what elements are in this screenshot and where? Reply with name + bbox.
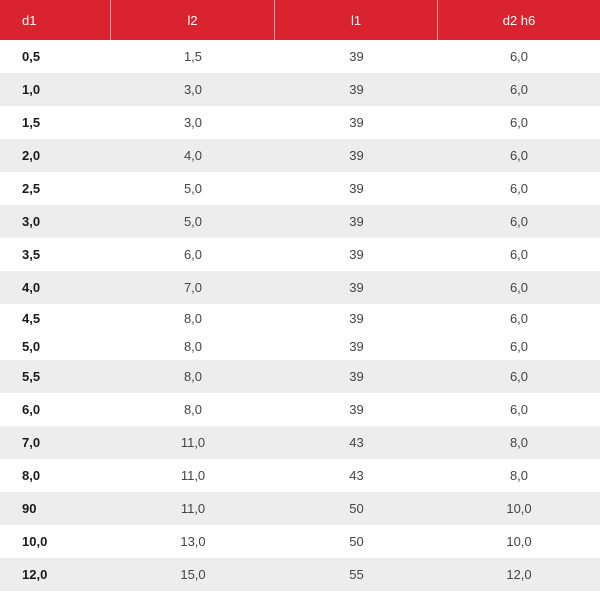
cell-l2: 6,0 bbox=[183, 247, 203, 262]
cell-d1: 1,0 bbox=[22, 82, 41, 97]
cell-l1: 39 bbox=[349, 402, 364, 417]
cell-d1: 6,0 bbox=[22, 402, 41, 417]
cell-d2-h6: 8,0 bbox=[509, 435, 529, 450]
cell-l1: 39 bbox=[349, 214, 364, 229]
cell-l2: 4,0 bbox=[183, 148, 203, 163]
cell-d2-h6: 10,0 bbox=[506, 501, 532, 516]
cell-l1: 50 bbox=[349, 534, 364, 549]
cell-l2: 5,0 bbox=[183, 181, 203, 196]
cell-d2-h6: 6,0 bbox=[509, 369, 529, 384]
header-d2-h6: d2 h6 bbox=[502, 12, 536, 28]
cell-l2: 8,0 bbox=[183, 310, 203, 326]
table-header bbox=[0, 0, 600, 40]
cell-d2-h6: 6,0 bbox=[509, 82, 529, 97]
table-row bbox=[0, 40, 600, 73]
cell-l1: 39 bbox=[349, 82, 364, 97]
cell-d1: 0,5 bbox=[22, 49, 41, 64]
cell-l1: 39 bbox=[349, 115, 364, 130]
cell-d1: 3,0 bbox=[22, 214, 41, 229]
cell-d1: 8,0 bbox=[22, 468, 41, 483]
cell-l1: 39 bbox=[349, 49, 364, 64]
cell-d2-h6: 6,0 bbox=[509, 148, 529, 163]
cell-d2-h6: 6,0 bbox=[509, 402, 529, 417]
cell-d1: 2,0 bbox=[22, 148, 41, 163]
table-row bbox=[0, 492, 600, 525]
cell-d1: 12,0 bbox=[22, 567, 48, 582]
cell-l2: 11,0 bbox=[180, 468, 206, 483]
cell-l2: 7,0 bbox=[183, 280, 203, 295]
cell-d2-h6: 6,0 bbox=[509, 49, 529, 64]
cell-d2-h6: 6,0 bbox=[509, 338, 529, 354]
cell-l1: 55 bbox=[349, 567, 364, 582]
cell-d2-h6: 6,0 bbox=[509, 247, 529, 262]
cell-d1: 3,5 bbox=[22, 247, 41, 262]
table-row bbox=[0, 73, 600, 106]
cell-d1: 1,5 bbox=[22, 115, 41, 130]
cell-l1: 43 bbox=[349, 435, 364, 450]
cell-l2: 8,0 bbox=[183, 402, 203, 417]
table-row bbox=[0, 332, 600, 360]
cell-l1: 39 bbox=[349, 148, 364, 163]
cell-d1: 5,5 bbox=[22, 369, 41, 384]
table-row bbox=[0, 360, 600, 393]
cell-l1: 39 bbox=[349, 338, 364, 354]
header-l1: l1 bbox=[275, 0, 438, 40]
table-row bbox=[0, 139, 600, 172]
cell-l1: 39 bbox=[349, 310, 364, 326]
table-row bbox=[0, 271, 600, 304]
table-row bbox=[0, 459, 600, 492]
table-row bbox=[0, 426, 600, 459]
header-l2: l2 bbox=[111, 0, 275, 40]
table-body bbox=[0, 40, 600, 591]
cell-l2: 11,0 bbox=[180, 501, 206, 516]
table-row bbox=[0, 106, 600, 139]
cell-d2-h6: 12,0 bbox=[506, 567, 532, 582]
cell-l2: 8,0 bbox=[183, 369, 203, 384]
table-row bbox=[0, 558, 600, 591]
cell-l1: 39 bbox=[349, 247, 364, 262]
cell-d2-h6: 6,0 bbox=[509, 280, 529, 295]
cell-d1: 90 bbox=[22, 501, 37, 516]
cell-d1: 10,0 bbox=[22, 534, 48, 549]
table-row bbox=[0, 393, 600, 426]
cell-l2: 8,0 bbox=[183, 338, 203, 354]
cell-l2: 3,0 bbox=[183, 82, 203, 97]
table-row bbox=[0, 525, 600, 558]
cell-l2: 3,0 bbox=[183, 115, 203, 130]
cell-l2: 1,5 bbox=[183, 49, 203, 64]
cell-d1: 4,0 bbox=[22, 280, 41, 295]
cell-l1: 39 bbox=[349, 369, 364, 384]
cell-d2-h6: 6,0 bbox=[509, 214, 529, 229]
cell-d1: 2,5 bbox=[22, 181, 41, 196]
cell-l2: 11,0 bbox=[180, 435, 206, 450]
table-row bbox=[0, 205, 600, 238]
cell-d1: 4,5 bbox=[22, 310, 41, 326]
cell-l1: 39 bbox=[349, 181, 364, 196]
cell-l1: 39 bbox=[349, 280, 364, 295]
cell-d2-h6: 8,0 bbox=[509, 468, 529, 483]
cell-l1: 43 bbox=[349, 468, 364, 483]
cell-d2-h6: 6,0 bbox=[509, 310, 529, 326]
cell-l2: 15,0 bbox=[180, 567, 206, 582]
cell-d2-h6: 10,0 bbox=[506, 534, 532, 549]
cell-d2-h6: 6,0 bbox=[509, 115, 529, 130]
cell-l1: 50 bbox=[349, 501, 364, 516]
table-row bbox=[0, 304, 600, 332]
cell-d1: 7,0 bbox=[22, 435, 41, 450]
cell-d1: 5,0 bbox=[22, 338, 41, 354]
cell-d2-h6: 6,0 bbox=[509, 181, 529, 196]
header-d1: d1 bbox=[0, 0, 111, 40]
cell-l2: 5,0 bbox=[183, 214, 203, 229]
table-row bbox=[0, 172, 600, 205]
cell-l2: 13,0 bbox=[180, 534, 206, 549]
table-row bbox=[0, 238, 600, 271]
